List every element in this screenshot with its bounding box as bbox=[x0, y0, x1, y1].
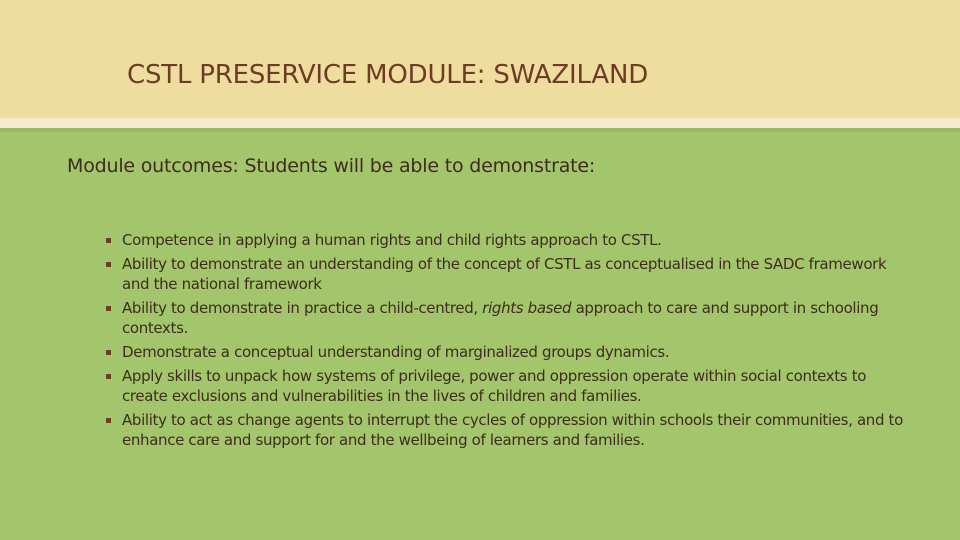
outcome-item bbox=[106, 298, 906, 338]
outcome-text: Ability to act as change agents to interrupt the cycles of oppression within schools their communities, and to enhance care and support for and the wellbeing of learners and families. bbox=[122, 411, 903, 449]
square-bullet-icon bbox=[106, 306, 111, 311]
title-divider bbox=[0, 118, 960, 128]
outcome-text-suffix: approach to care and support in schooling contexts. bbox=[122, 299, 879, 337]
outcome-text: Ability to demonstrate an understanding of the concept of CSTL as conceptualised in the SADC framework and the national framework bbox=[122, 255, 887, 293]
outcome-text: Demonstrate a conceptual understanding of marginalized groups dynamics. bbox=[122, 343, 670, 361]
outcome-item bbox=[106, 366, 906, 406]
square-bullet-icon bbox=[106, 238, 111, 243]
outcome-emphasis: rights based bbox=[482, 299, 572, 317]
title-divider-shadow bbox=[0, 128, 960, 132]
square-bullet-icon bbox=[106, 350, 111, 355]
module-outcomes-heading: Module outcomes: Students will be able to demonstrate: bbox=[67, 155, 596, 177]
outcome-item bbox=[106, 410, 906, 450]
outcome-item bbox=[106, 254, 906, 294]
square-bullet-icon bbox=[106, 374, 111, 379]
outcome-text: Apply skills to unpack how systems of privilege, power and oppression operate within social contexts to create exclusions and vulnerabilities in the lives of children and families. bbox=[122, 367, 867, 405]
slide-title: CSTL PRESERVICE MODULE: SWAZILAND bbox=[127, 60, 649, 90]
outcome-item bbox=[106, 342, 906, 362]
outcomes-list bbox=[106, 230, 906, 454]
outcome-text-prefix: Ability to demonstrate in practice a child-centred, bbox=[122, 299, 483, 317]
square-bullet-icon bbox=[106, 262, 111, 267]
square-bullet-icon bbox=[106, 418, 111, 423]
outcome-text: Competence in applying a human rights and child rights approach to CSTL. bbox=[122, 231, 662, 249]
outcome-item bbox=[106, 230, 906, 250]
